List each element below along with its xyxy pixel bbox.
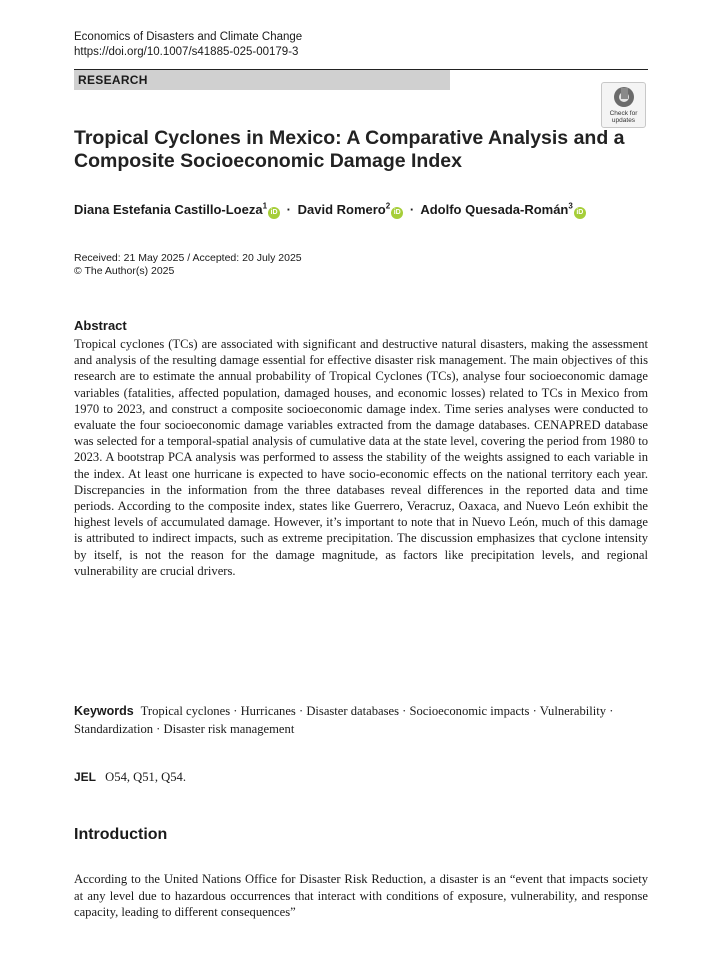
affiliation-marker: 1	[262, 202, 268, 211]
orcid-icon[interactable]: iD	[391, 207, 403, 219]
received-accepted: Received: 21 May 2025 / Accepted: 20 July 2025	[74, 252, 302, 264]
journal-name: Economics of Disasters and Climate Change	[74, 31, 303, 43]
introduction-body: According to the United Nations Office for Disaster Risk Reduction, a disaster is an “event that impacts society at any level due to hazardous occurrences that interact with conditions of exposure, vulnerability, and response capacity, leading to different consequences”	[74, 872, 648, 919]
article-dates	[74, 252, 302, 278]
author-list	[74, 202, 586, 219]
abstract-heading: Abstract	[74, 318, 127, 333]
keywords-text: Tropical cyclones · Hurricanes · Disaster databases · Socioeconomic impacts · Vulnerability · Standardization · Disaster risk management	[74, 704, 614, 736]
author-name: Diana Estefania Castillo-Loeza	[74, 202, 263, 218]
section-bar	[74, 70, 450, 90]
author-name: Adolfo Quesada-Román	[420, 202, 569, 218]
doi-link[interactable]: https://doi.org/10.1007/s41885-025-00179-3	[74, 46, 299, 58]
keywords	[74, 702, 614, 738]
author-3[interactable]	[420, 202, 586, 217]
jel-text: O54, Q51, Q54.	[105, 770, 186, 784]
affiliation-marker: 3	[568, 202, 573, 211]
orcid-icon[interactable]: iD	[574, 207, 586, 219]
copyright: © The Author(s) 2025	[74, 265, 175, 277]
author-separator: ·	[286, 202, 291, 218]
orcid-icon[interactable]: iD	[268, 207, 280, 219]
abstract-body: Tropical cyclones (TCs) are associated with significant and destructive natural disasters, making the assessment and analysis of the resulting damage essential for effective disaster risk management. The main objectives of this research are to estimate the annual probability of Tropical Cyclones (TCs), analyse four socioeconomic damage variables (fatalities, affected population, damaged houses, and economic losses) related to TCs in Mexico from 1970 to 2023, and construct a composite socioeconomic damage index. Time series analyses were conducted to evaluate the four socioeconomic damage variables extracted from the damage databases. CENAPRED database was selected for a temporal-spatial analysis of cumulative data at the state level, covering the period from 1980 to 2023. A bootstrap PCA analysis was performed to assess the stability of the weights assigned to each variable in the index. At least one hurricane is expected to have socio-economic effects on the national territory each year. Discrepancies in the information from the three databases reveal differences in the reported data and time periods. According to the composite index, states like Guerrero, Veracruz, Oaxaca, and Nuevo León exhibit the highest levels of accumulated damage. However, it’s important to note that in Nuevo León, much of this damage is attributed to indirect impacts, such as extreme precipitation. The discussion emphasizes that cyclone intensity by itself, is not the reason for the damage magnitude, as factors like precipitation levels, and regional vulnerability are crucial drivers.	[74, 337, 648, 578]
jel-label: JEL	[74, 770, 97, 784]
article-title: Tropical Cyclones in Mexico: A Comparative Analysis and a Composite Socioeconomic Damage Index	[74, 127, 625, 172]
check-updates-line2: updates	[611, 117, 636, 124]
check-for-updates-badge[interactable]	[601, 82, 646, 128]
bookmark-icon	[621, 88, 628, 99]
section-label: RESEARCH	[78, 73, 148, 87]
jel-codes	[74, 770, 186, 785]
affiliation-marker: 2	[385, 202, 391, 211]
author-separator: ·	[409, 202, 415, 218]
check-updates-line1: Check for	[609, 110, 638, 117]
author-1[interactable]	[74, 202, 280, 217]
author-2[interactable]	[298, 202, 404, 217]
journal-header	[74, 30, 302, 60]
author-name: David Romero	[297, 202, 386, 218]
keywords-label: Keywords	[74, 704, 134, 718]
introduction-heading: Introduction	[74, 826, 168, 843]
